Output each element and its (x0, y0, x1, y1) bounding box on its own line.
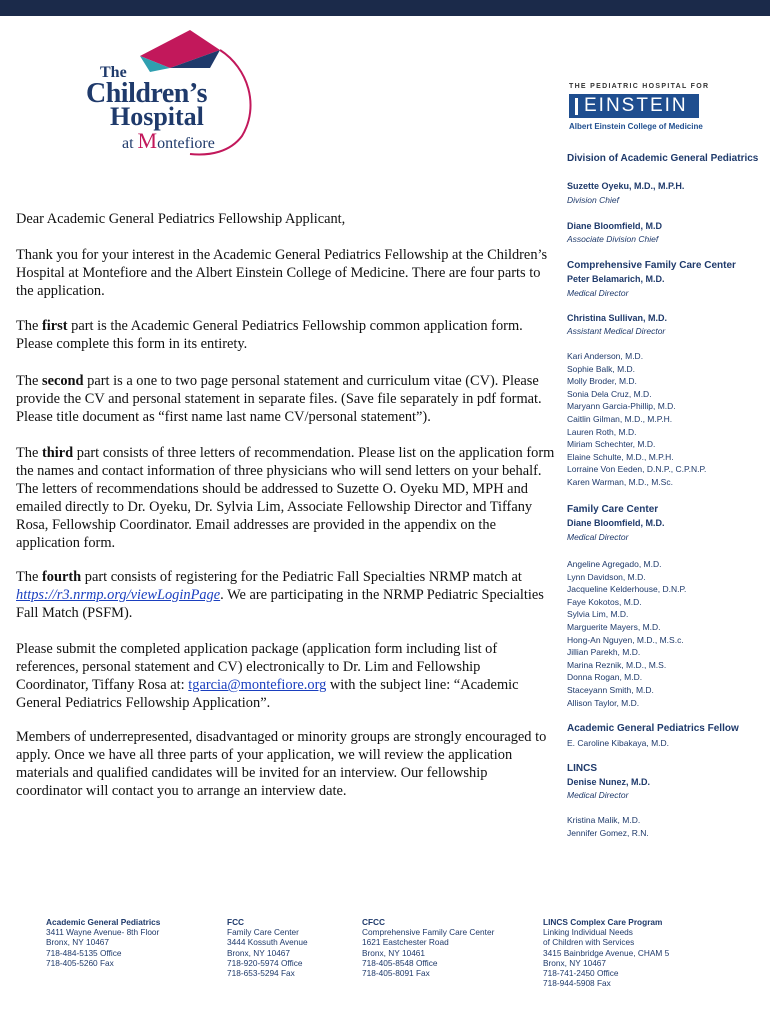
footer-line: 718-484-5135 Office (46, 947, 122, 958)
list-item: Miriam Schechter, M.D. (567, 439, 656, 450)
cfcc-director-name: Peter Belamarich, M.D. (567, 274, 665, 284)
footer-line: 3415 Bainbridge Avenue, CHAM 5 (543, 947, 670, 958)
list-item: Lauren Roth, M.D. (567, 426, 637, 437)
list-item: Donna Rogan, M.D. (567, 672, 643, 683)
footer-line: 718-920-5974 Office (227, 957, 303, 968)
cfcc-assistant-role: Assistant Medical Director (567, 326, 666, 336)
paragraph-diversity: Members of underrepresented, disadvantaged or minority groups are strongly encouraged to apply. Once we have all three parts of your application, we will review the application materials and qualified candidates will be invited for an interview. Our fellowship coordinator will contact you to arrange an interview date. (16, 729, 547, 799)
footer-agp (46, 917, 160, 968)
logo-line-montefiore: at Montefiore (122, 128, 215, 153)
fellow-name: E. Caroline Kibakaya, M.D. (567, 738, 670, 748)
logo-line-childrens: Children’s (86, 78, 208, 109)
logo-line-the: The (100, 64, 127, 81)
footer-line: Bronx, NY 10467 (227, 947, 291, 958)
list-item: Sylvia Lim, M.D. (567, 609, 629, 620)
einstein-wordmark: EINSTEIN (569, 94, 699, 118)
list-item: Jennifer Gomez, R.N. (567, 827, 649, 838)
paragraph-submit: Please submit the completed application package (application form including list of references, personal statement and CV) electronically to Dr. Lim and Fellowship Coordinator, Tiffany Rosa at: tgarcia@montefiore.org with the subject line: “Academic General Pediatrics Fellowship Application”. (16, 641, 519, 711)
footer-line: Comprehensive Family Care Center (362, 927, 495, 938)
fellow-title: Academic General Pediatrics Fellow (567, 723, 739, 734)
footer-line: Bronx, NY 10461 (362, 947, 426, 958)
list-item: Faye Kokotos, M.D. (567, 596, 642, 607)
list-item: Sophie Balk, M.D. (567, 363, 636, 374)
lincs-title: LINCS (567, 763, 597, 774)
list-item: Karen Warman, M.D., M.Sc. (567, 476, 673, 487)
list-item: Lorraine Von Eeden, D.N.P., C.P.N.P. (567, 464, 707, 475)
footer-line: 3444 Kossuth Avenue (227, 937, 308, 948)
fcc-director-name: Diane Bloomfield, M.D. (567, 518, 665, 528)
footer-fcc (227, 917, 308, 978)
list-item: Marguerite Mayers, M.D. (567, 621, 661, 632)
list-item: Allison Taylor, M.D. (567, 697, 640, 708)
footer-title: Academic General Pediatrics (46, 917, 161, 927)
einstein-college: Albert Einstein College of Medicine (569, 122, 703, 131)
list-item: Kristina Malik, M.D. (567, 815, 641, 825)
cfcc-staff-list (567, 350, 706, 489)
email-link[interactable]: tgarcia@montefiore.org (188, 677, 327, 693)
footer-line: 718-653-5294 Fax (227, 968, 295, 979)
footer-line: Bronx, NY 10467 (543, 957, 607, 968)
list-item: Maryann Garcia-Phillip, M.D. (567, 401, 676, 412)
paragraph-second-part: The second part is a one to two page personal statement and curriculum vitae (CV). Please provide the CV and personal statement in separate files. (Save file separately in pdf format. Please title document as “first name last name CV/personal statement”). (16, 373, 542, 425)
salutation: Dear Academic General Pediatrics Fellowship Applicant, (16, 211, 346, 227)
lincs-director-name: Denise Nunez, M.D. (567, 777, 651, 787)
paragraph-third-part: The third part consists of three letters of recommendation. Please list on the application form the names and contact information of three physicians who will send letters on your behalf. The letters of recommendations should be addressed to Suzette O. Oyeku MD, MPH and emailed directly to Dr. Oyeku, Dr. Sylvia Lim, Associate Fellowship Director and Tiffany Rosa, Fellowship Coordinator. Email addresses are provided in the appendix on the application form. (16, 445, 555, 551)
footer-line: 718-741-2450 Office (543, 968, 619, 979)
assoc-chief-name: Diane Bloomfield, M.D (567, 221, 663, 231)
list-item: Molly Broder, M.D. (567, 376, 637, 387)
footer-line: Family Care Center (227, 927, 299, 938)
footer-title: CFCC (362, 917, 386, 927)
list-item: Staceyann Smith, M.D. (567, 684, 654, 695)
chief-name: Suzette Oyeku, M.D., M.P.H. (567, 181, 685, 191)
list-item: Lynn Davidson, M.D. (567, 571, 646, 582)
paragraph-intro: Thank you for your interest in the Academic General Pediatrics Fellowship at the Children’s Hospital at Montefiore and the Albert Einstein College of Medicine. There are four parts to the application. (16, 247, 548, 299)
footer-title: FCC (227, 917, 245, 927)
logo-line-hospital: Hospital (110, 102, 204, 131)
footer-line: 718-405-5260 Fax (46, 957, 114, 968)
footer-line: Bronx, NY 10467 (46, 937, 110, 948)
einstein-tagline: THE PEDIATRIC HOSPITAL FOR (569, 83, 710, 90)
list-item: Angeline Agregado, M.D. (567, 559, 662, 569)
fcc-staff-list (567, 558, 686, 709)
list-item: Sonia Dela Cruz, M.D. (567, 388, 652, 399)
assoc-chief-role: Associate Division Chief (567, 234, 659, 244)
footer-line: 3411 Wayne Avenue- 8th Floor (46, 927, 160, 938)
list-item: Elaine Schulte, M.D., M.P.H. (567, 451, 674, 462)
cfcc-title: Comprehensive Family Care Center (567, 260, 736, 271)
cfcc-director-role: Medical Director (567, 288, 629, 298)
footer-line: 1621 Eastchester Road (362, 937, 449, 948)
footer-line: of Children with Services (543, 937, 635, 948)
list-item: Kari Anderson, M.D. (567, 351, 644, 361)
lincs-staff-list (567, 814, 649, 839)
list-item: Marina Reznik, M.D., M.S. (567, 659, 667, 670)
footer-lincs (543, 917, 669, 988)
paragraph-first-part: The first part is the Academic General Pediatrics Fellowship common application form. Please complete this form in its entirety. (16, 318, 523, 352)
list-item: Jillian Parekh, M.D. (567, 647, 641, 658)
chief-role: Division Chief (567, 195, 619, 205)
list-item: Caitlin Gilman, M.D., M.P.H. (567, 413, 673, 424)
paragraph-fourth-part: The fourth part consists of registering for the Pediatric Fall Specialties NRMP match at https://r3.nrmp.org/viewLoginPage. We are participating in the NRMP Pediatric Specialties Fall Match (PSFM). (16, 569, 544, 621)
division-title: Division of Academic General Pediatrics (567, 153, 759, 164)
footer-cfcc (362, 917, 494, 978)
footer-line: 718-405-8548 Office (362, 957, 438, 968)
fcc-director-role: Medical Director (567, 532, 629, 542)
cfcc-assistant-name: Christina Sullivan, M.D. (567, 313, 668, 323)
footer-line: Linking Individual Needs (543, 927, 633, 938)
list-item: Jacqueline Kelderhouse, D.N.P. (567, 584, 687, 595)
top-banner (0, 0, 770, 16)
nrmp-link[interactable]: https://r3.nrmp.org/viewLoginPage (16, 587, 221, 603)
footer-line: 718-944-5908 Fax (543, 978, 611, 989)
footer-title: LINCS Complex Care Program (543, 917, 663, 927)
einstein-logo (569, 83, 749, 131)
footer-line: 718-405-8091 Fax (362, 968, 430, 979)
childrens-hospital-logo (70, 28, 270, 160)
fcc-title: Family Care Center (567, 504, 659, 515)
lincs-director-role: Medical Director (567, 790, 629, 800)
list-item: Hong-An Nguyen, M.D., M.S.c. (567, 634, 684, 645)
